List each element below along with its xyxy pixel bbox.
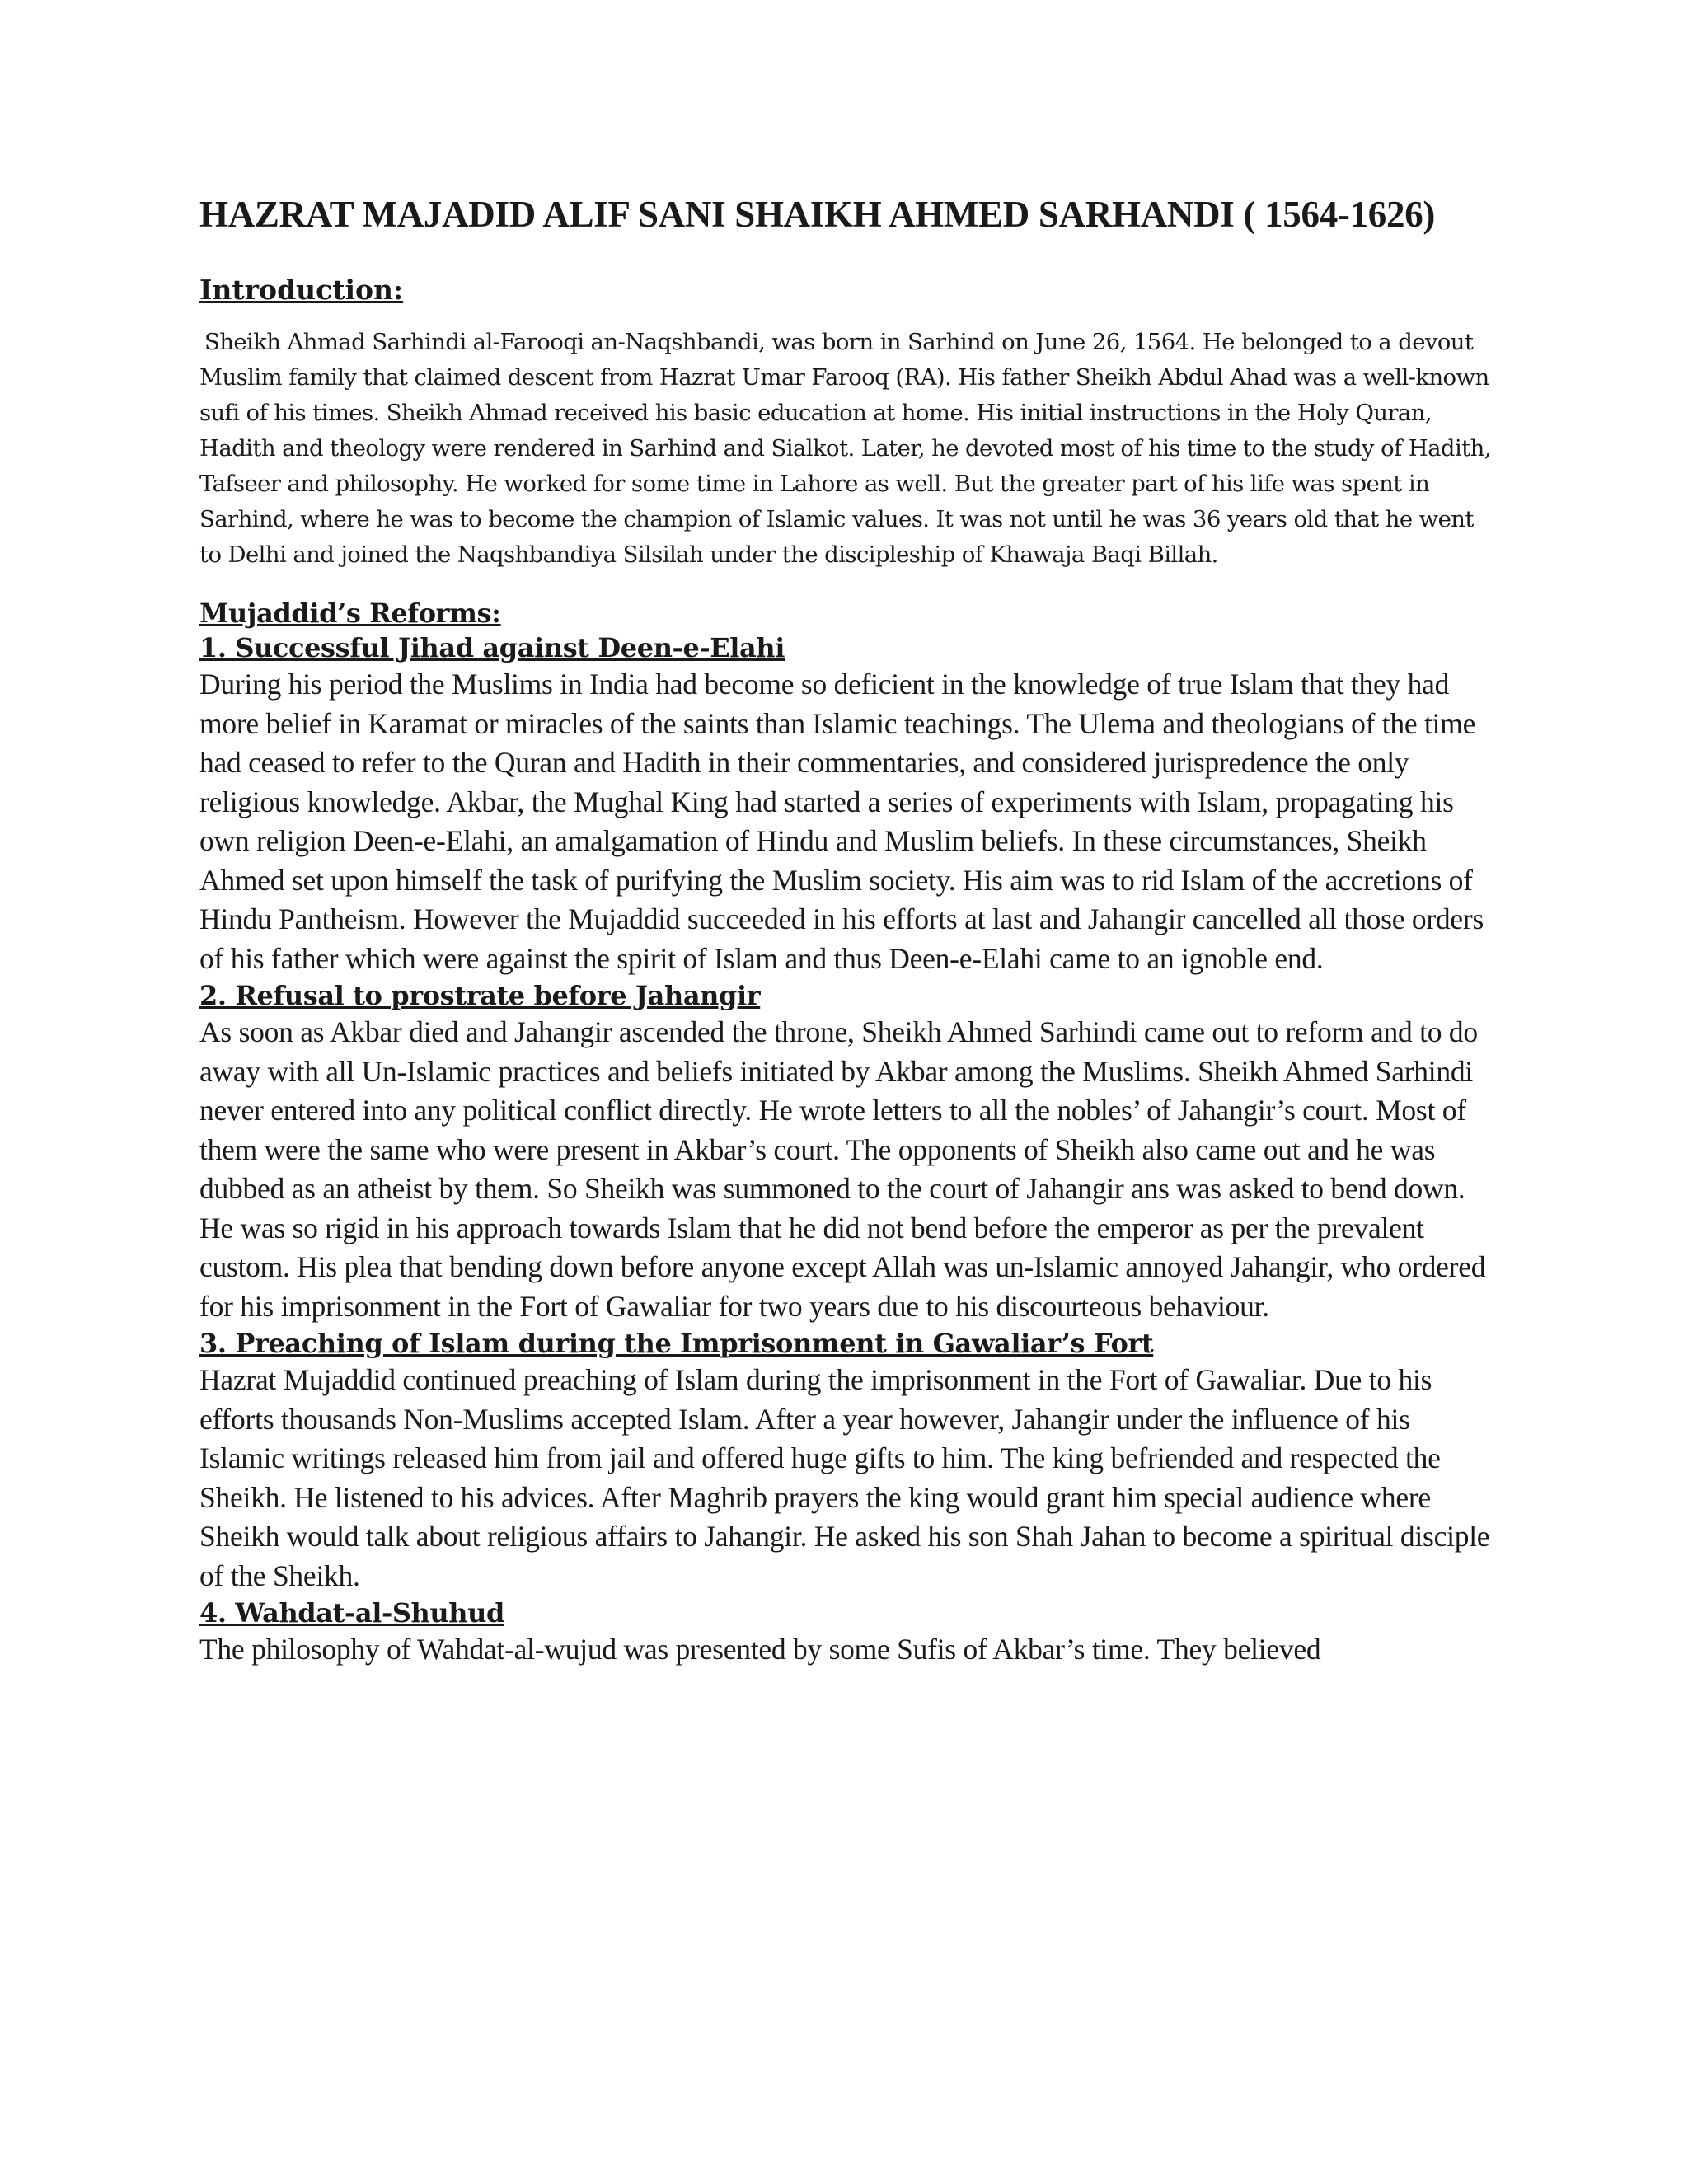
document-title: HAZRAT MAJADID ALIF SANI SHAIKH AHMED SARHANDI ( 1564-1626) [199,194,1436,235]
introduction-paragraph: Sheikh Ahmad Sarhindi al-Farooqi an-Naqshbandi, was born in Sarhind on June 26, 1564. He belonged to a devout Muslim family that claimed descent from Hazrat Umar Farooq (RA). His father Sheikh Abdul Ahad was a well-known sufi of his times. Sheikh Ahmad received his basic education at home. His initial instructions in the Holy Quran, Hadith and theology were rendered in Sarhind and Sialkot. Later, he devoted most of his time to the study of Hadith, Tafseer and philosophy. He worked for some time in Lahore as well. But the greater part of his life was spent in Sarhind, where he was to become the champion of Islamic values. It was not until he was 36 years old that he went to Delhi and joined the Naqshbandiya Silsilah under the discipleship of Khawaja Baqi Billah. [199,329,1491,568]
section-2-heading: 2. Refusal to prostrate before Jahangir [199,980,761,1011]
reforms-heading: Mujaddid’s Reforms: [199,598,501,629]
section-1-paragraph: During his period the Muslims in India had become so deficient in the knowledge of true Islam that they had more belief in Karamat or miracles of the saints than Islamic teachings. The Ulema and theologians of the time had ceased to refer to the Quran and Hadith in their commentaries, and considered jurispredence the only religious knowledge. Akbar, the Mughal King had started a series of experiments with Islam, propagating his own religion Deen-e-Elahi, an amalgamation of Hindu and Muslim beliefs. In these circumstances, Sheikh Ahmed set upon himself the task of purifying the Muslim society. His aim was to rid Islam of the accretions of Hindu Pantheism. However the Mujaddid succeeded in his efforts at last and Jahangir cancelled all those orders of his father which were against the spirit of Islam and thus Deen-e-Elahi came to an ignoble end. [199,668,1484,975]
section-3-heading: 3. Preaching of Islam during the Imprisonment in Gawaliar’s Fort [199,1328,1154,1359]
document-page [199,190,1493,1670]
introduction-heading: Introduction: [199,274,404,306]
section-2-paragraph: As soon as Akbar died and Jahangir ascended the throne, Sheikh Ahmed Sarhindi came out to reform and to do away with all Un-Islamic practices and beliefs initiated by Akbar among the Muslims. Sheikh Ahmed Sarhindi never entered into any political conflict directly. He wrote letters to all the nobles’ of Jahangir’s court. Most of them were the same who were present in Akbar’s court. The opponents of Sheikh also came out and he was dubbed as an atheist by them. So Sheikh was summoned to the court of Jahangir ans was asked to bend down. He was so rigid in his approach towards Islam that he did not bend before the emperor as per the prevalent custom. His plea that bending down before anyone except Allah was un-Islamic annoyed Jahangir, who ordered for his imprisonment in the Fort of Gawaliar for two years due to his discourteous behaviour. [199,1015,1486,1323]
section-3-paragraph: Hazrat Mujaddid continued preaching of Islam during the imprisonment in the Fort of Gawaliar. Due to his efforts thousands Non-Muslims accepted Islam. After a year however, Jahangir under the influence of his Islamic writings released him from jail and offered huge gifts to him. The king befriended and respected the Sheikh. He listened to his advices. After Maghrib prayers the king would grant him special audience where Sheikh would talk about religious affairs to Jahangir. He asked his son Shah Jahan to become a spiritual disciple of the Sheikh. [199,1363,1490,1592]
section-4-paragraph: The philosophy of Wahdat-al-wujud was presented by some Sufis of Akbar’s time. They believed [199,1633,1321,1666]
section-4-heading: 4. Wahdat-al-Shuhud [199,1597,504,1629]
section-1-heading: 1. Successful Jihad against Deen-e-Elahi [199,632,785,663]
